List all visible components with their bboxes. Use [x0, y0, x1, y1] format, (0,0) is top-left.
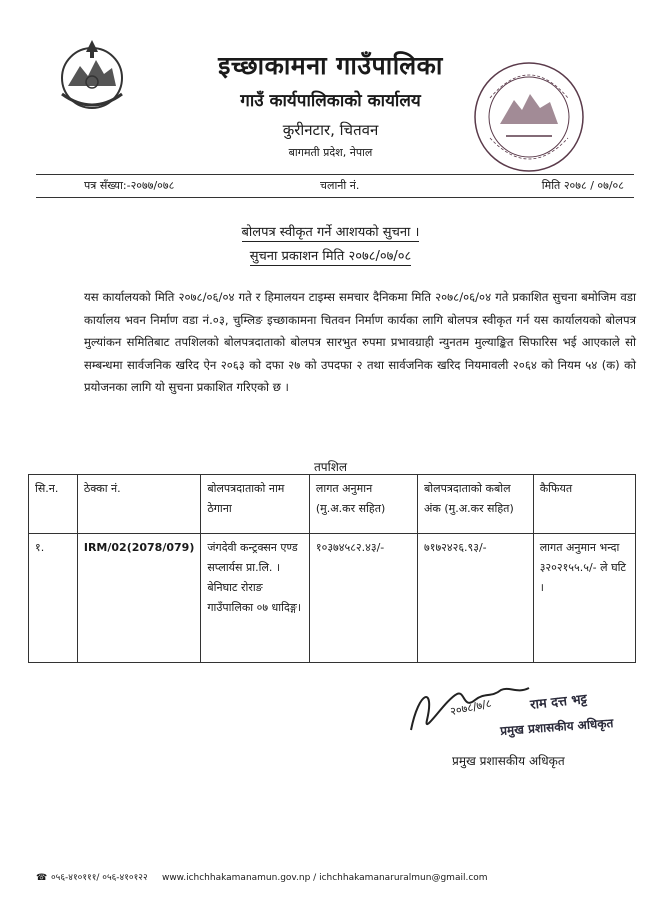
signatory-title: प्रमुख प्रशासकीय अधिकृत	[452, 754, 565, 768]
stamp-officer-name: राम दत्त भट्ट	[529, 692, 588, 713]
letter-number: पत्र सँख्या:-२०७७/०७८	[84, 179, 175, 192]
notice-publish-date: सुचना प्रकाशन मिति २०७८/०७/०८	[249, 249, 412, 264]
dispatch-number: चलानी नं.	[320, 179, 360, 192]
stamp-officer-title: प्रमुख प्रशासकीय अधिकृत	[499, 716, 614, 738]
column-header-contract: ठेक्का नं.	[77, 475, 200, 534]
column-header-quoted: बोलपत्रदाताको कबोल अंक (मु.अ.कर सहित)	[418, 475, 534, 534]
signature-date: २०७८/७/८	[449, 696, 493, 719]
column-header-remarks: कैफियत	[533, 475, 635, 534]
organization-name: इच्छाकामना गाउँपालिका	[218, 51, 443, 80]
office-name: गाउँ कार्यपालिकाको कार्यालय	[240, 91, 421, 111]
reference-bar	[36, 174, 634, 198]
office-location: कुरीनटार, चितवन	[282, 121, 379, 139]
cell-quoted: ७१७२४२६.९३/-	[418, 534, 534, 663]
footer-website: www.ichchhakamanamun.gov.np / ichchhakamanaruralmun@gmail.com	[161, 873, 488, 883]
cell-bidder: जंगदेवी कन्ट्रक्सन एण्ड सप्लार्यस प्रा.लि. । बेनिघाट रोराङ गाउँपालिका ०७ धादिङ्ग।	[201, 534, 310, 663]
footer-contact	[36, 870, 636, 883]
table-row	[29, 534, 636, 663]
footer-phone: ०५६-४१०१११/ ०५६-४१०१२२	[51, 873, 148, 883]
cell-contract: IRM/02(2078/079)	[77, 534, 200, 663]
column-header-estimate: लागत अनुमान (मु.अ.कर सहित)	[309, 475, 417, 534]
office-province: बागमती प्रदेश, नेपाल	[288, 146, 373, 159]
letter-date: मिति २०७८ / ०७/०८	[541, 179, 624, 192]
notice-title: बोलपत्र स्वीकृत गर्ने आशयको सुचना ।	[241, 225, 420, 240]
cell-sn: १.	[29, 534, 78, 663]
column-header-bidder: बोलपत्रदाताको नाम ठेगाना	[201, 475, 310, 534]
column-header-sn: सि.न.	[29, 475, 78, 534]
schedule-table	[28, 474, 636, 663]
schedule-heading: तपशिल	[313, 460, 348, 474]
cell-estimate: १०३७४५८२.४३/-	[309, 534, 417, 663]
phone-icon: ☎	[36, 873, 48, 883]
table-header-row	[29, 475, 636, 534]
cell-remarks: लागत अनुमान भन्दा ३२०२१५५.५/- ले घटि ।	[533, 534, 635, 663]
notice-body: यस कार्यालयको मिति २०७८/०६/०४ गते र हिमालयन टाइम्स समचार दैनिकमा मिति २०७८/०६/०४ गते प्रकाशित सुचना बमोजिम वडा कार्यालय भवन निर्माण वडा नं.०३, चुम्लिङ इच्छाकामना चितवन निर्माण कार्यका लागि बोलपत्र स्वीकृत गर्न यस कार्यालयको बोलपत्र मुल्यांकन समितिबाट तपशिलको बोलपत्रदाताको बोलपत्र सारभुत रुपमा प्रभावग्राही न्युनतम मुल्याङ्कित सिफारिस भई आएकाले सो सम्बन्धमा सार्वजनिक खरिद ऐन २०६३ को दफा २७ को उपदफा २ तथा सार्वजनिक खरिद नियमावली २०६४ को नियम ५४ (क) को प्रयोजनका लागि यो सुचना प्रकाशित गरिएको छ ।	[84, 290, 636, 395]
